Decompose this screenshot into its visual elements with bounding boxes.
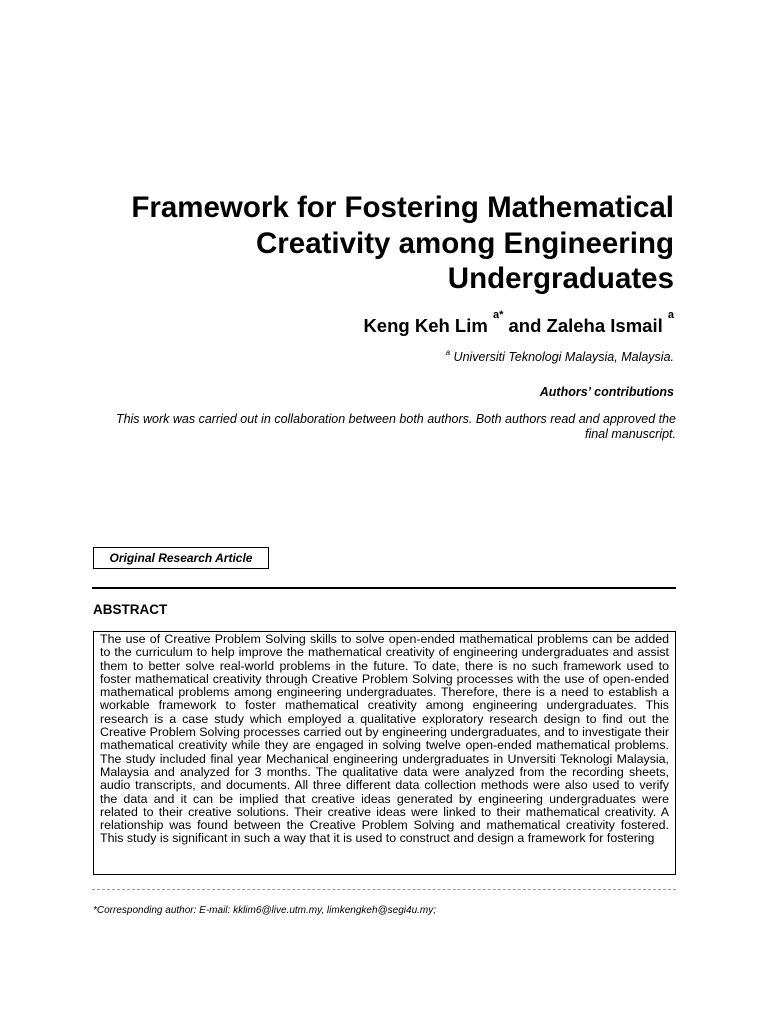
author-name: Keng Keh Lim (363, 315, 493, 336)
abstract-text: The use of Creative Problem Solving skills to solve open-ended mathematical problems can be added to the curriculum to help improve the mathematical creativity of engineering undergraduates and assist them to better solve real-world problems in the future. To date, there is no such framework used to foster mathematical creativity through Creative Problem Solving processes with the use of open-ended mathematical problems among engineering undergraduates. Therefore, there is a need to establish a workable framework to foster mathematical creativity among engineering undergraduates. This research is a case study which employed a qualitative exploratory research design to find out the Creative Problem Solving processes carried out by engineering undergraduates, and to investigate their mathematical creativity while they are engaged in solving twelve open-ended mathematical problems. The study included final year Mechanical engineering undergraduates in Unversiti Teknologi Malaysia, Malaysia and analyzed for 3 months. The qualitative data were analyzed from the recording sheets, audio transcripts, and documents. All three different data collection methods were also used to verify the data and it can be implied that creative ideas generated by engineering undergraduates were related to their creative solutions. Their creative ideas were linked to their mathematical creativity. A relationship was found between the Creative Problem Solving and mathematical creativity fostered. This study is significant in such a way that it is used to construct and design a framework for fostering (100, 632, 669, 846)
article-type-label: Original Research Article (93, 547, 269, 569)
abstract-box (93, 631, 676, 875)
affiliation-text: Universiti Teknologi Malaysia, Malaysia. (450, 350, 674, 364)
footnote-divider (92, 889, 676, 890)
author-line (92, 309, 674, 339)
section-divider (92, 587, 676, 589)
author-name: Zaleha Ismail (546, 315, 668, 336)
affiliation-marker: a* (492, 309, 504, 321)
affiliation-marker: a (445, 348, 451, 357)
contributions-text: This work was carried out in collaboration between both authors. Both authors read and approved the final manuscript. (115, 412, 676, 441)
paper-title: Framework for Fostering Mathematical Creativity among Engineering Undergraduates (131, 191, 674, 295)
affiliation-marker: a (667, 309, 674, 321)
author-conjunction: and (503, 315, 547, 336)
abstract-heading: ABSTRACT (93, 602, 168, 617)
contributions-heading: Authors’ contributions (539, 385, 674, 399)
affiliation (92, 349, 674, 365)
corresponding-author-footnote: *Corresponding author: E-mail: kklim6@live.utm.my, limkengkeh@segi4u.my; (93, 905, 437, 916)
